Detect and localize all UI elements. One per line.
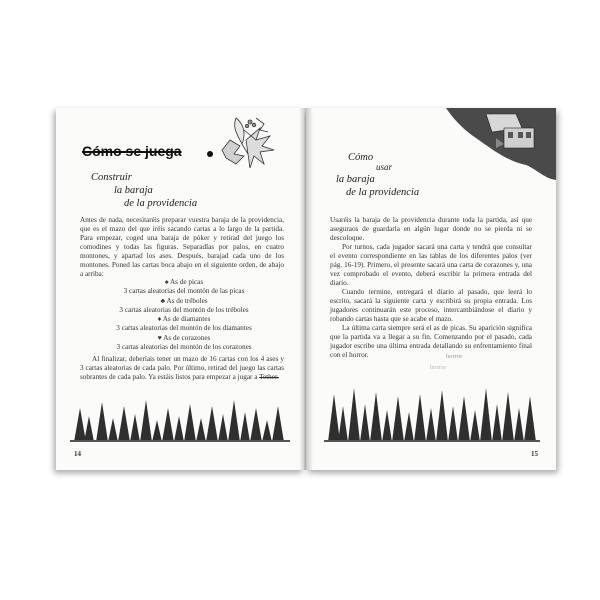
diamond-icon: ♦	[157, 315, 162, 324]
list-item	[94, 297, 274, 306]
heart-icon: ♥	[157, 333, 162, 342]
instructions-body	[330, 216, 532, 360]
subheading-line-3: la baraja	[336, 174, 375, 185]
card-order-list	[94, 278, 274, 352]
house-illustration	[446, 108, 556, 180]
subheading-line-3: de la providencia	[124, 198, 198, 209]
book-gutter	[299, 108, 313, 470]
list-item-text: As de corazones	[163, 333, 211, 342]
outro-text: Al finalizar, deberíais tener un mazo de 16 cartas con los 4 ases y 3 cartas aleatorias de cada palo. Por último, retirad del juego las cartas sobrantes de cada palo. Ya estáis listos para empezar a jugar a	[80, 355, 284, 381]
outro-paragraph	[80, 355, 284, 382]
list-item	[94, 287, 274, 296]
list-item	[94, 324, 274, 333]
list-item-text: As de tréboles	[166, 296, 208, 305]
list-item-text: 3 cartas aleatorias del montón de las picas	[123, 287, 245, 296]
page-number-left: 14	[74, 450, 81, 458]
subheading-line-1: Cómo	[348, 152, 374, 163]
page-number-right: 15	[531, 450, 538, 458]
list-item-text: 3 cartas aleatorias del montón de los diamantes	[116, 324, 252, 333]
intro-paragraph	[80, 216, 284, 279]
list-item	[94, 334, 274, 343]
list-item	[94, 315, 274, 324]
forest-illustration	[56, 394, 304, 442]
forest-illustration	[306, 382, 556, 442]
list-item-text: 3 cartas aleatorias del montón de los tréboles	[119, 305, 249, 314]
right-page	[306, 108, 556, 470]
list-item	[94, 306, 274, 315]
subheading-line-4: de la providencia	[346, 187, 420, 198]
list-item-text: 3 cartas aleatorias del montón de los corazones	[116, 343, 252, 352]
handwritten-annotation: horror	[446, 353, 463, 360]
paragraph: Cuando termine, entregará el diario al pasado, que leerá lo escrito, sacará la siguiente carta y escribirá su propia entrada. Los jugadores continuarán este proceso, intercambiándose el diario y robando cartas hasta que se acabe el mazo.	[330, 288, 532, 323]
struck-game-name: Tether.	[259, 373, 279, 381]
intro-text: Antes de nada, necesitaréis preparar vuestra baraja de la providencia, que es el mazo del que iréis sacando cartas a lo largo de la partida. Para empezar, coged una baraja de póker y retirad del juego los comodines y todas las figuras. Separadlas por palos, en cuatro montones, y apartad los ases. Después, barajad cada uno de los montones. Poned las cartas boca abajo en el siguiente orden, de abajo a arriba:	[80, 216, 284, 278]
list-item-text: As de diamantes	[162, 315, 211, 324]
handwritten-annotation-faded: horror	[430, 364, 447, 371]
spade-icon: ♠	[164, 278, 169, 286]
paragraph: Usaréis la baraja de la providencia durante toda la partida, así que aseguraos de guardarla en algún lugar donde no se pierda ni se descoloque.	[330, 216, 532, 242]
subheading-line-2: usar	[376, 162, 393, 172]
list-item-text: As de picas	[169, 278, 204, 286]
club-icon: ♣	[160, 296, 166, 305]
holly-leaves-illustration	[216, 110, 286, 174]
paragraph: Por turnos, cada jugador sacará una carta y tendrá que consultar el evento correspondiente en las tablas de los diferentes palos (ver pág. 16-19). Primero, el presente sacará una carta de corazones y, una vez comprobado el evento, deberá escribir la primera entrada del diario.	[330, 243, 532, 287]
list-item	[94, 343, 274, 352]
subheading-line-2: la baraja	[114, 185, 153, 196]
list-item	[94, 278, 274, 287]
paragraph: La última carta siempre será el as de picas. Su aparición significa que la partida va a llegar a su fin. Comenzando por el pasado, cada jugador escribe una última entrada detallando su enfrentamiento final con el horror.	[330, 324, 532, 359]
page-heading: Cómo se juega	[82, 143, 182, 159]
subheading-line-1: Construir	[91, 172, 132, 183]
book-spread	[56, 108, 556, 470]
left-page	[56, 108, 304, 470]
heading-dot	[207, 151, 213, 157]
